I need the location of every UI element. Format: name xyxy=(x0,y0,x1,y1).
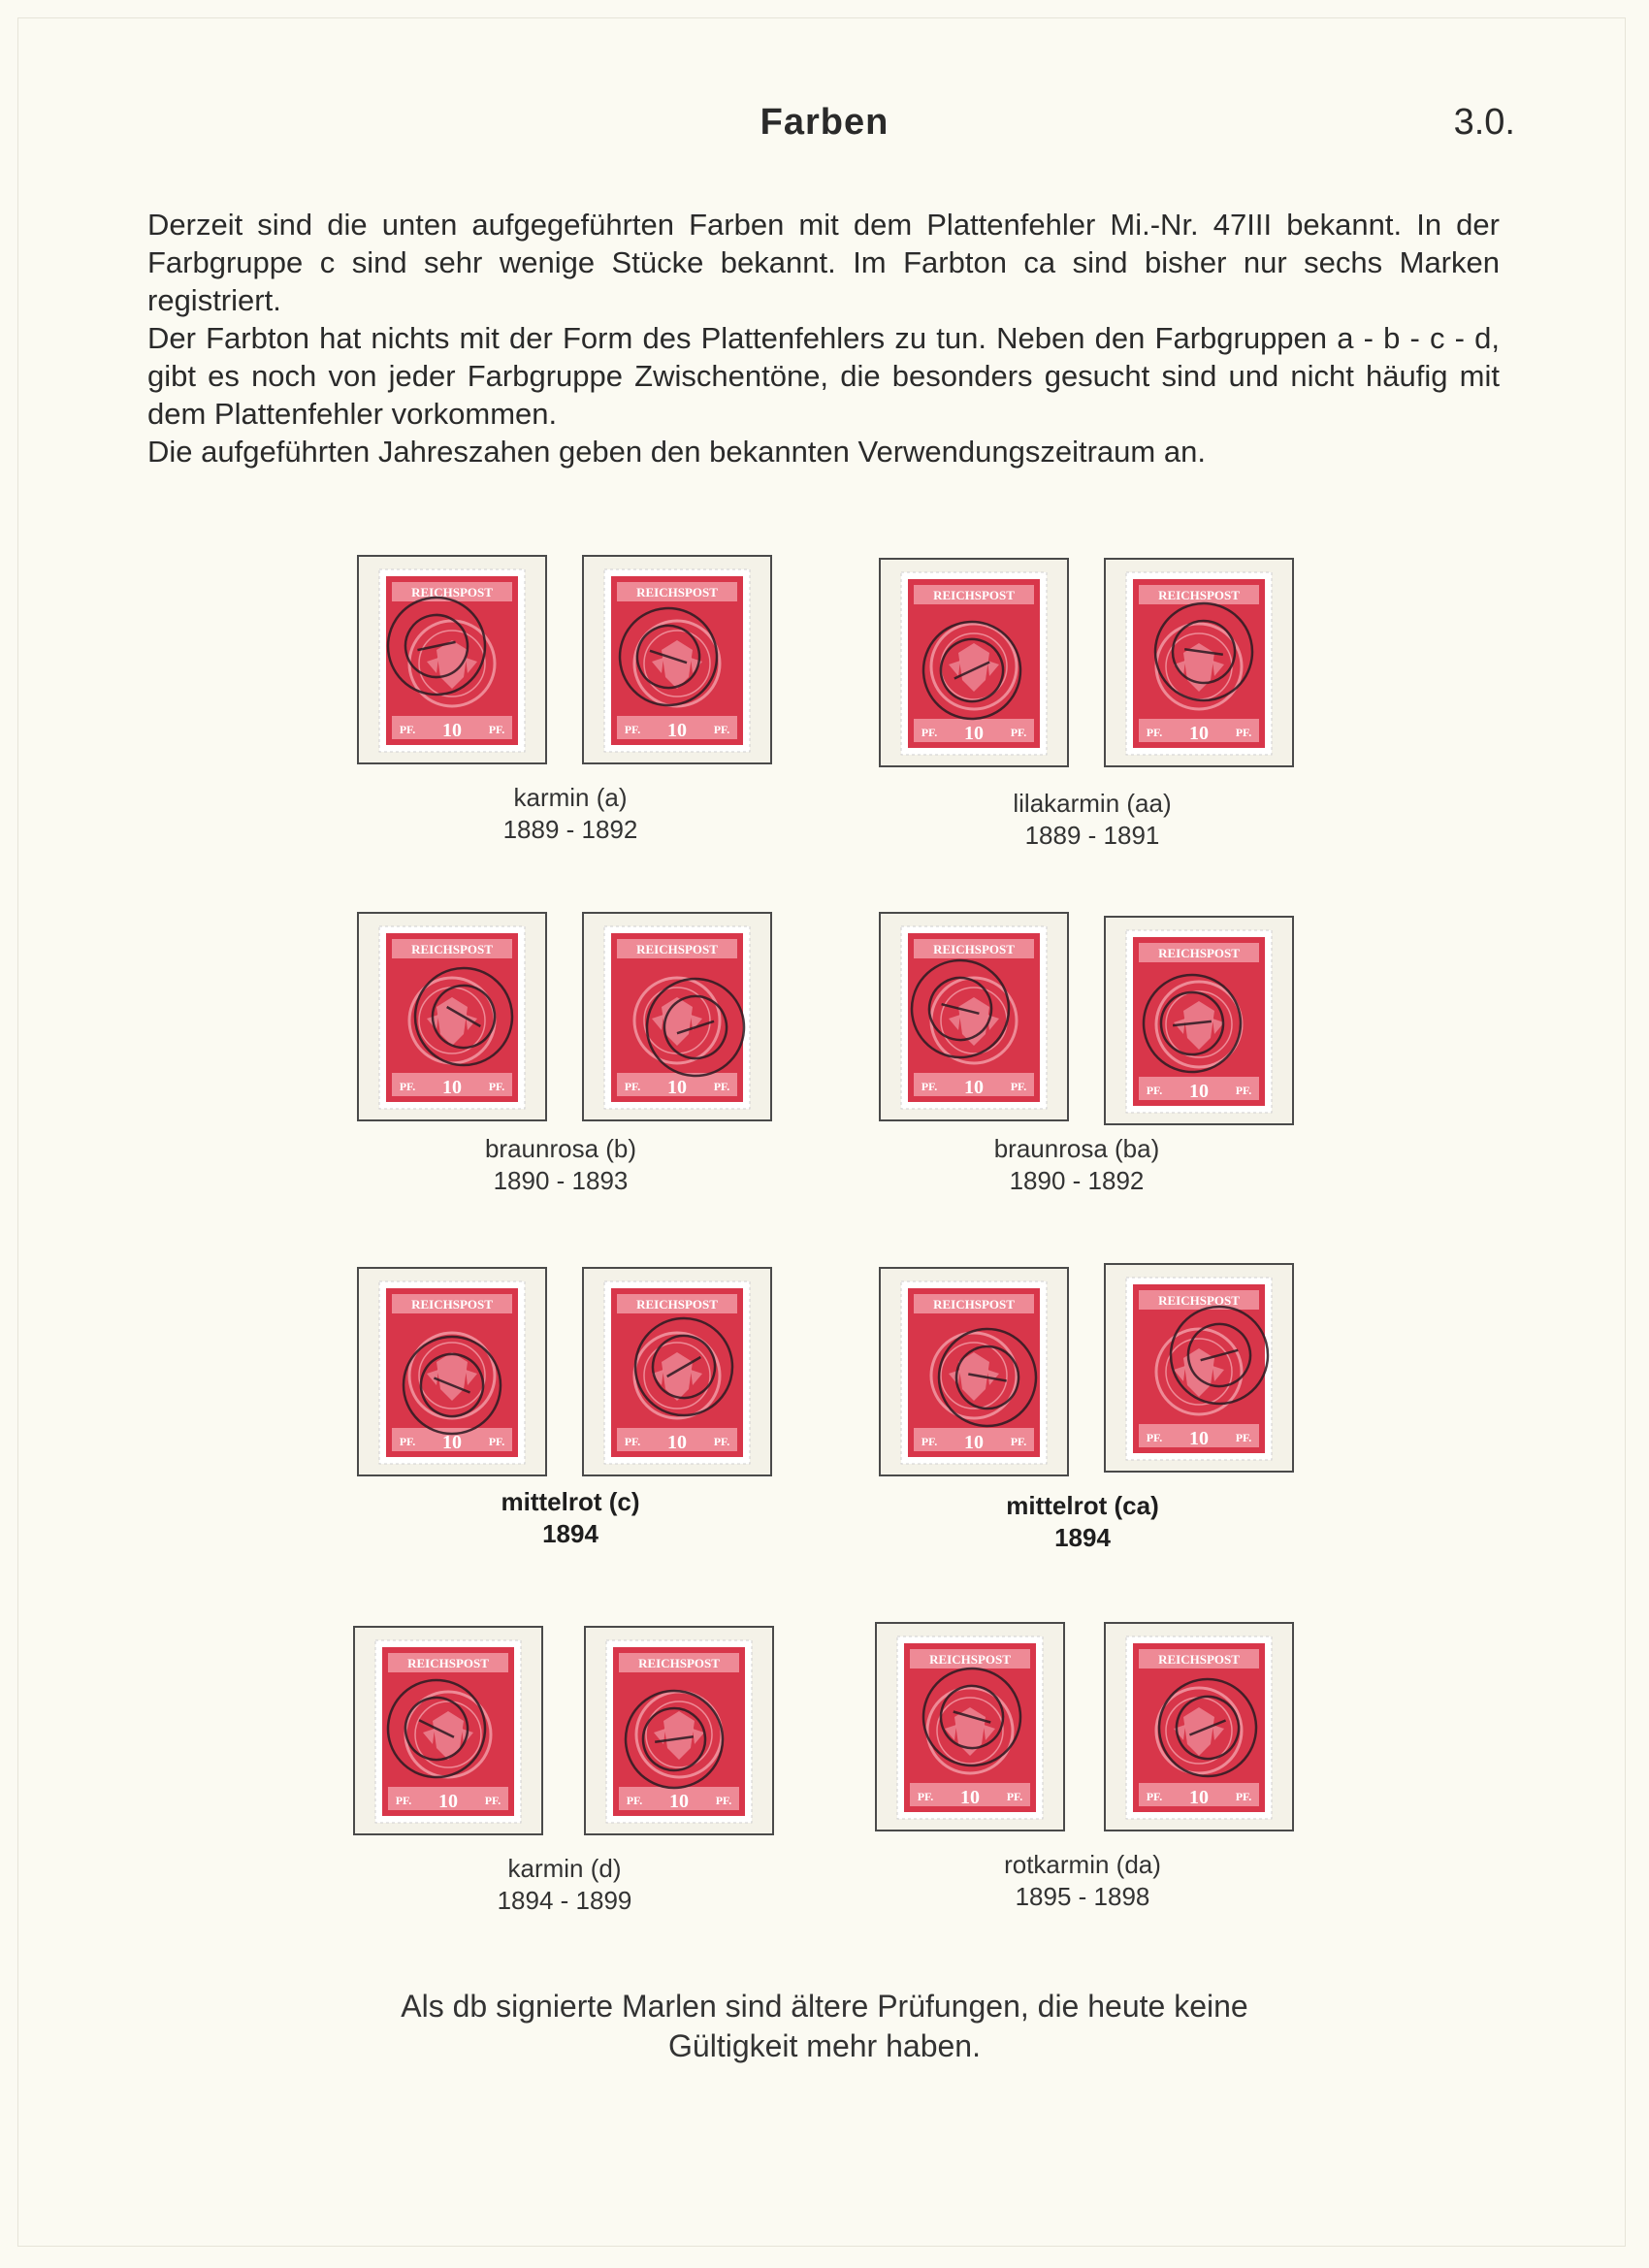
color-name: lilakarmin (aa) xyxy=(1013,789,1172,818)
svg-text:REICHSPOST: REICHSPOST xyxy=(933,588,1015,602)
stamp-rotkarmin-da-1 xyxy=(875,1622,1065,1831)
stamp-mittelrot-ca-1 xyxy=(879,1267,1069,1476)
svg-text:REICHSPOST: REICHSPOST xyxy=(411,585,493,599)
svg-text:PF.: PF. xyxy=(715,1794,732,1807)
svg-text:10: 10 xyxy=(1189,1081,1209,1102)
svg-text:PF.: PF. xyxy=(1006,1790,1023,1803)
svg-text:REICHSPOST: REICHSPOST xyxy=(933,942,1015,956)
svg-text:PF.: PF. xyxy=(1146,1431,1163,1444)
svg-text:PF.: PF. xyxy=(1235,1790,1252,1803)
svg-text:10: 10 xyxy=(669,1791,689,1812)
svg-text:10: 10 xyxy=(964,723,984,744)
stamp-lilakarmin-aa-2 xyxy=(1104,558,1294,767)
svg-text:PF.: PF. xyxy=(1146,1084,1163,1097)
svg-text:REICHSPOST: REICHSPOST xyxy=(407,1656,489,1670)
svg-text:PF.: PF. xyxy=(626,1794,643,1807)
footer-line-1: Als db signierte Marlen sind ältere Prüfungen, die heute keine xyxy=(401,1989,1248,2024)
svg-text:10: 10 xyxy=(1189,1428,1209,1449)
stamp-image xyxy=(603,568,751,753)
caption-braunrosa-ba xyxy=(922,1133,1232,1197)
svg-text:PF.: PF. xyxy=(1235,1431,1252,1444)
svg-text:REICHSPOST: REICHSPOST xyxy=(411,1297,493,1312)
svg-text:REICHSPOST: REICHSPOST xyxy=(929,1652,1011,1667)
caption-braunrosa-b xyxy=(405,1133,716,1197)
stamp-rotkarmin-da-2 xyxy=(1104,1622,1294,1831)
years: 1894 xyxy=(542,1519,598,1548)
svg-text:10: 10 xyxy=(964,1077,984,1098)
svg-text:PF.: PF. xyxy=(395,1794,412,1807)
svg-text:PF.: PF. xyxy=(921,726,938,739)
svg-text:10: 10 xyxy=(667,1077,687,1098)
stamp-image xyxy=(1125,571,1273,756)
years: 1895 - 1898 xyxy=(1015,1882,1150,1911)
stamp-mittelrot-ca-2 xyxy=(1104,1263,1294,1473)
svg-text:PF.: PF. xyxy=(399,1080,416,1093)
years: 1889 - 1891 xyxy=(1024,821,1160,850)
svg-text:PF.: PF. xyxy=(484,1794,501,1807)
svg-text:PF.: PF. xyxy=(624,1080,641,1093)
stamp-image xyxy=(1125,1277,1273,1461)
svg-text:REICHSPOST: REICHSPOST xyxy=(636,585,718,599)
svg-text:10: 10 xyxy=(960,1787,980,1808)
svg-text:PF.: PF. xyxy=(1235,1084,1252,1097)
svg-text:PF.: PF. xyxy=(1010,1435,1027,1448)
stamp-image xyxy=(1125,929,1273,1114)
stamp-braunrosa-ba-2 xyxy=(1104,916,1294,1125)
svg-text:10: 10 xyxy=(964,1432,984,1453)
stamp-karmin-d-1 xyxy=(353,1626,543,1835)
stamp-lilakarmin-aa-1 xyxy=(879,558,1069,767)
svg-text:10: 10 xyxy=(442,1432,462,1453)
caption-mittelrot-ca xyxy=(927,1490,1238,1554)
svg-text:PF.: PF. xyxy=(1010,726,1027,739)
svg-text:10: 10 xyxy=(442,720,462,741)
stamp-image xyxy=(900,925,1048,1110)
years: 1890 - 1893 xyxy=(493,1166,629,1195)
svg-text:PF.: PF. xyxy=(713,1435,730,1448)
stamp-image xyxy=(605,1639,753,1824)
stamp-karmin-d-2 xyxy=(584,1626,774,1835)
svg-text:10: 10 xyxy=(1189,723,1209,744)
page-number: 3.0. xyxy=(1453,102,1515,143)
years: 1889 - 1892 xyxy=(502,815,638,844)
color-name: karmin (a) xyxy=(513,783,628,812)
color-name: karmin (d) xyxy=(507,1854,622,1883)
svg-text:PF.: PF. xyxy=(921,1435,938,1448)
svg-text:PF.: PF. xyxy=(921,1080,938,1093)
caption-mittelrot-c xyxy=(415,1486,726,1550)
svg-text:REICHSPOST: REICHSPOST xyxy=(1158,946,1240,960)
color-name: rotkarmin (da) xyxy=(1004,1850,1161,1879)
svg-text:PF.: PF. xyxy=(713,723,730,736)
stamp-image xyxy=(378,568,526,753)
stamp-braunrosa-ba-1 xyxy=(879,912,1069,1121)
svg-text:PF.: PF. xyxy=(1146,726,1163,739)
stamp-braunrosa-b-1 xyxy=(357,912,547,1121)
svg-text:PF.: PF. xyxy=(488,723,505,736)
svg-text:10: 10 xyxy=(667,720,687,741)
svg-text:PF.: PF. xyxy=(1146,1790,1163,1803)
svg-text:PF.: PF. xyxy=(399,723,416,736)
footer-note xyxy=(0,1987,1649,2066)
stamp-image xyxy=(603,1280,751,1465)
color-name: mittelrot (ca) xyxy=(1006,1491,1159,1520)
svg-text:10: 10 xyxy=(442,1077,462,1098)
stamp-mittelrot-c-1 xyxy=(357,1267,547,1476)
stamp-image xyxy=(378,1280,526,1465)
caption-karmin-a xyxy=(415,782,726,846)
color-name: braunrosa (b) xyxy=(484,1134,637,1163)
svg-text:PF.: PF. xyxy=(624,1435,641,1448)
stamp-image xyxy=(374,1639,522,1824)
stamp-image xyxy=(900,571,1048,756)
svg-text:10: 10 xyxy=(438,1791,458,1812)
stamp-mittelrot-c-2 xyxy=(582,1267,772,1476)
stamp-image xyxy=(900,1280,1048,1465)
svg-text:PF.: PF. xyxy=(1010,1080,1027,1093)
caption-karmin-d xyxy=(409,1853,720,1917)
page-title: Farben xyxy=(760,102,889,143)
svg-text:REICHSPOST: REICHSPOST xyxy=(636,1297,718,1312)
svg-text:REICHSPOST: REICHSPOST xyxy=(1158,1652,1240,1667)
svg-text:10: 10 xyxy=(667,1432,687,1453)
svg-text:REICHSPOST: REICHSPOST xyxy=(636,942,718,956)
stamp-image xyxy=(896,1636,1044,1820)
intro-text xyxy=(147,206,1500,470)
svg-text:PF.: PF. xyxy=(488,1435,505,1448)
stamp-image xyxy=(603,925,751,1110)
caption-rotkarmin-da xyxy=(927,1849,1238,1913)
footer-line-2: Gültigkeit mehr haben. xyxy=(668,2028,981,2063)
svg-text:PF.: PF. xyxy=(713,1080,730,1093)
color-name: braunrosa (ba) xyxy=(993,1134,1160,1163)
svg-text:REICHSPOST: REICHSPOST xyxy=(1158,1293,1240,1308)
stamp-karmin-a-1 xyxy=(357,555,547,764)
intro-paragraph-1: Derzeit sind die unten aufgegeführten Farben mit dem Plattenfehler Mi.-Nr. 47III bekannt. In der Farbgruppe c sind sehr wenige Stücke bekannt. Im Farbton ca sind bisher nur sechs Marken registriert. xyxy=(147,208,1500,317)
stamp-image xyxy=(1125,1636,1273,1820)
svg-text:PF.: PF. xyxy=(624,723,641,736)
years: 1894 - 1899 xyxy=(497,1886,632,1915)
stamp-braunrosa-b-2 xyxy=(582,912,772,1121)
stamp-karmin-a-2 xyxy=(582,555,772,764)
svg-text:10: 10 xyxy=(1189,1787,1209,1808)
intro-paragraph-2: Der Farbton hat nichts mit der Form des Plattenfehlers zu tun. Neben den Farbgruppen a - b - c - d, gibt es noch von jeder Farbgruppe Zwischentöne, die besonders gesucht sind und nicht häufig mit dem Plattenfehler vorkommen. xyxy=(147,321,1500,431)
svg-text:REICHSPOST: REICHSPOST xyxy=(411,942,493,956)
svg-text:REICHSPOST: REICHSPOST xyxy=(1158,588,1240,602)
intro-paragraph-3: Die aufgeführten Jahreszahen geben den bekannten Verwendungszeitraum an. xyxy=(147,435,1206,469)
svg-text:PF.: PF. xyxy=(1235,726,1252,739)
svg-text:REICHSPOST: REICHSPOST xyxy=(638,1656,720,1670)
color-name: mittelrot (c) xyxy=(501,1487,640,1516)
caption-lilakarmin-aa xyxy=(937,788,1247,852)
svg-text:PF.: PF. xyxy=(917,1790,934,1803)
years: 1890 - 1892 xyxy=(1009,1166,1145,1195)
stamp-image xyxy=(378,925,526,1110)
svg-text:REICHSPOST: REICHSPOST xyxy=(933,1297,1015,1312)
svg-text:PF.: PF. xyxy=(488,1080,505,1093)
years: 1894 xyxy=(1054,1523,1111,1552)
svg-text:PF.: PF. xyxy=(399,1435,416,1448)
